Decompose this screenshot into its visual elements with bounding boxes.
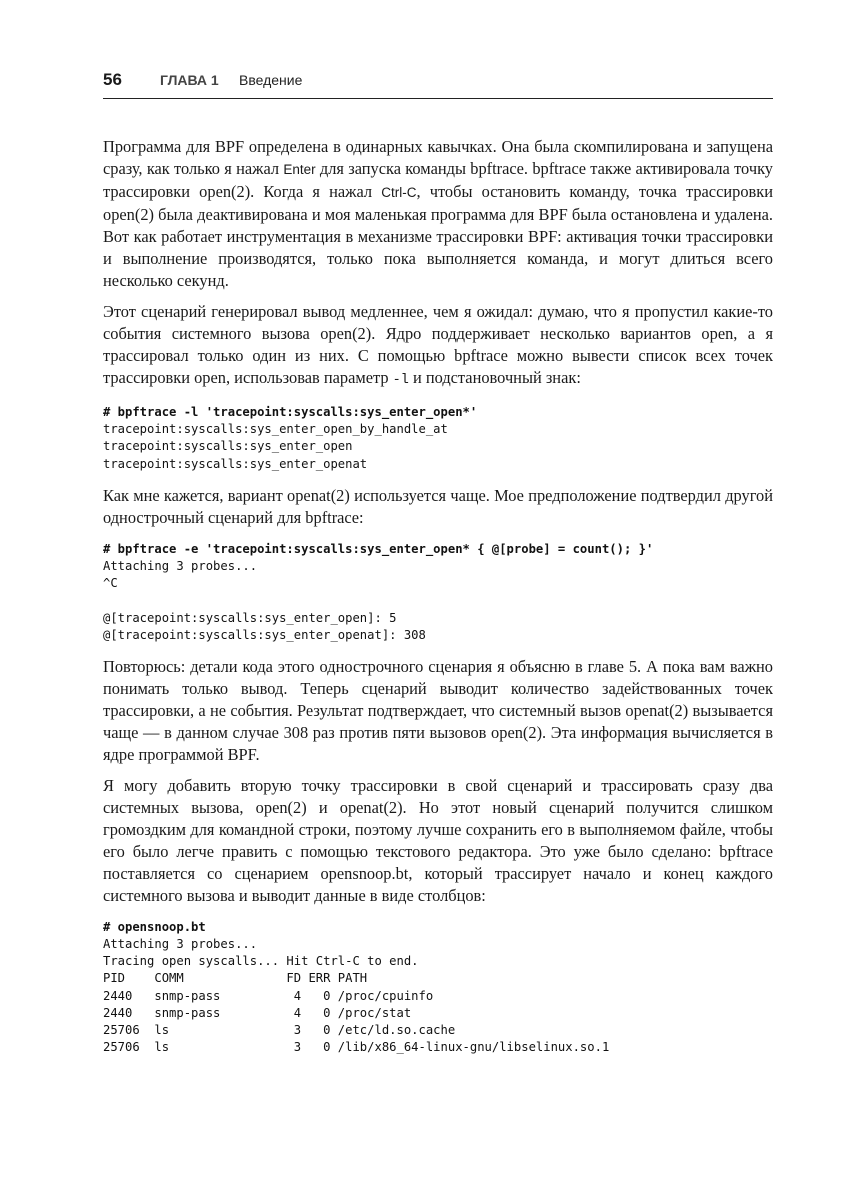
code-blank-line xyxy=(103,592,773,609)
table-row: 25706 ls 3 0 /lib/x86_64-linux-gnu/libselinux.so.1 xyxy=(103,1040,610,1055)
chapter-title: Введение xyxy=(239,72,303,88)
table-row: 2440 snmp-pass 4 0 /proc/cpuinfo xyxy=(103,988,434,1003)
table-row: 2440 snmp-pass 4 0 /proc/stat xyxy=(103,1005,412,1020)
paragraph-1: Программа для BPF определена в одинарных кавычках. Она была скомпилирована и запущена сразу, как только я нажал Enter для запуска команды bpftrace. bpftrace также активировала точку трассировки open(2). Когда я нажал Ctrl-C, чтобы остановить команду, точка трассировки open(2) была деактивирована и моя маленькая программа для BPF была остановлена и удалена. Вот как работает инструментация в механизме трассировки BPF: активация точки трассировки и выполнение производятся, только пока выполняется команда, и могут длиться всего несколько секунд. xyxy=(103,137,773,290)
code-command: # opensnoop.bt xyxy=(103,919,206,934)
code-block-3 xyxy=(103,919,773,1057)
code-output-line: Attaching 3 probes... xyxy=(103,558,258,573)
table-header: PID COMM FD ERR PATH xyxy=(103,971,368,986)
code-output-line: ^C xyxy=(103,576,118,591)
inline-code-flag: -l xyxy=(392,373,409,388)
code-output-line: Tracing open syscalls... Hit Ctrl-C to end. xyxy=(103,954,419,969)
code-output-line: tracepoint:syscalls:sys_enter_open xyxy=(103,439,353,454)
code-output-line: @[tracepoint:syscalls:sys_enter_openat]: 308 xyxy=(103,627,426,642)
paragraph-2: Этот сценарий генерировал вывод медленнее, чем я ожидал: думаю, что я пропустил какие-то события системного вызова open(2). Ядро поддерживает несколько вариантов open, а я трассировал только один из них. С помощью bpftrace можно вывести список всех точек трассировки open, использовав параметр -l и подстановочный знак: xyxy=(103,302,773,388)
page-header xyxy=(103,70,773,99)
table-row: 25706 ls 3 0 /etc/ld.so.cache xyxy=(103,1023,456,1037)
code-output-line: Attaching 3 probes... xyxy=(103,937,258,952)
code-output-line: tracepoint:syscalls:sys_enter_openat xyxy=(103,456,368,471)
paragraph-3: Как мне кажется, вариант openat(2) используется чаще. Мое предположение подтвердил другой однострочный сценарий для bpftrace: xyxy=(103,485,773,527)
key-enter: Enter xyxy=(283,162,316,177)
code-output-line: tracepoint:syscalls:sys_enter_open_by_handle_at xyxy=(103,422,448,437)
chapter-label: ГЛАВА 1 xyxy=(160,72,219,88)
key-ctrl-c: Ctrl-C xyxy=(381,185,417,200)
paragraph-4: Повторюсь: детали кода этого однострочного сценария я объясню в главе 5. А пока вам важно понимать только вывод. Теперь сценарий выводит количество задействованных точек трассировки, а не события. Результат подтверждает, что системный вызов openat(2) вызывается чаще — в данном случае 308 раз против пяти вызовов open(2). Эта информация вычисляется в ядре программой BPF. xyxy=(103,656,773,764)
code-command: # bpftrace -e 'tracepoint:syscalls:sys_enter_open* { @[probe] = count(); }' xyxy=(103,541,654,556)
paragraph-5: Я могу добавить вторую точку трассировки в свой сценарий и трассировать сразу два системных вызова, open(2) и openat(2). Но этот новый сценарий получится слишком громоздким для командной строки, поэтому лучше сохранить его в выполняемом файле, чтобы его было легче править с помощью текстового редактора. Это уже было сделано: bpftrace поставляется со сценарием opensnoop.bt, который трассирует начало и конец каждого системного вызова и выводит данные в виде столбцов: xyxy=(103,775,773,905)
code-output-line: @[tracepoint:syscalls:sys_enter_open]: 5 xyxy=(103,610,397,625)
code-block-1 xyxy=(103,404,773,473)
page-number: 56 xyxy=(103,70,122,89)
page-body xyxy=(103,136,773,1068)
code-block-2 xyxy=(103,541,773,644)
code-command: # bpftrace -l 'tracepoint:syscalls:sys_enter_open*' xyxy=(103,405,478,419)
